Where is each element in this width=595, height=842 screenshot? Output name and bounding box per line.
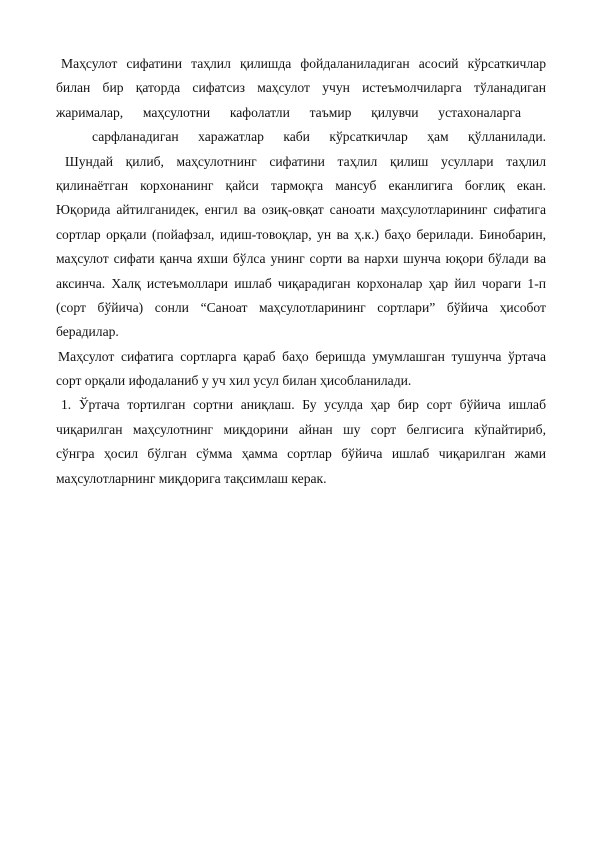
text-line: Маҳсулот сифатини таҳлил қилишда фойдаланиладиган асосий кўрсаткичлар [61, 56, 546, 71]
paragraph-quality-indicators [56, 52, 546, 150]
document-body [56, 52, 546, 491]
text-line: сўнгра ҳосил бўлган сўмма ҳамма сортлар бўйича ишлаб чиқарилган жами [56, 446, 546, 462]
text-line: Юқорида айтилганидек, енгил ва озиқ-овқат саноати маҳсулотларининг сифатига [56, 202, 546, 218]
text-line: маҳсулотларнинг миқдорига тақсимлаш керак. [56, 470, 327, 486]
paragraph-weighted-grade-method [56, 393, 546, 491]
text-line: қилинаётган корхонанинг қайси тармоқга мансуб еканлигига боғлиқ екан. [56, 177, 546, 193]
text-line: (сорт бўйича) сонли “Саноат маҳсулотларининг сортлари” бўйича ҳисобот [56, 299, 546, 315]
text-line: Шундай қилиб, маҳсулотнинг сифатини таҳлил қилиш усуллари таҳлил [65, 153, 546, 169]
paragraph-analysis-methods [56, 150, 546, 345]
text-line: сарфланадиган харажатлар каби кўрсаткичлар ҳам қўлланилади. [92, 129, 546, 145]
text-line: берадилар. [56, 324, 119, 340]
paragraph-average-grade [56, 345, 546, 394]
text-line: сорт орқали ифодаланиб у уч хил усул билан ҳисобланилади. [56, 373, 412, 389]
text-line: чиқарилган маҳсулотнинг миқдорини айнан шу сорт белгисига кўпайтириб, [56, 421, 546, 437]
text-line: билан бир қаторда сифатсиз маҳсулот учун истеъмолчиларга тўланадиган [56, 80, 546, 96]
text-line: сортлар орқали (пойафзал, идиш-товоқлар, ун ва ҳ.к.) баҳо берилади. Бинобарин, [56, 226, 546, 242]
text-line: 1. Ўртача тортилган сортни аниқлаш. Бу усулда ҳар бир сорт бўйича ишлаб [61, 397, 546, 413]
text-line: аксинча. Халқ истеъмоллари ишлаб чиқарадиган корхоналар ҳар йил чораги 1-п [56, 275, 546, 291]
text-line: маҳсулот сифати қанча яхши бўлса унинг сорти ва нархи шунча юқори бўлади ва [56, 251, 546, 267]
text-line: Маҳсулот сифатига сортларга қараб баҳо беришда умумлашган тушунча ўртача [58, 348, 546, 364]
text-line: жарималар, маҳсулотни кафолатли таъмир қилувчи устахоналарга [56, 104, 521, 120]
